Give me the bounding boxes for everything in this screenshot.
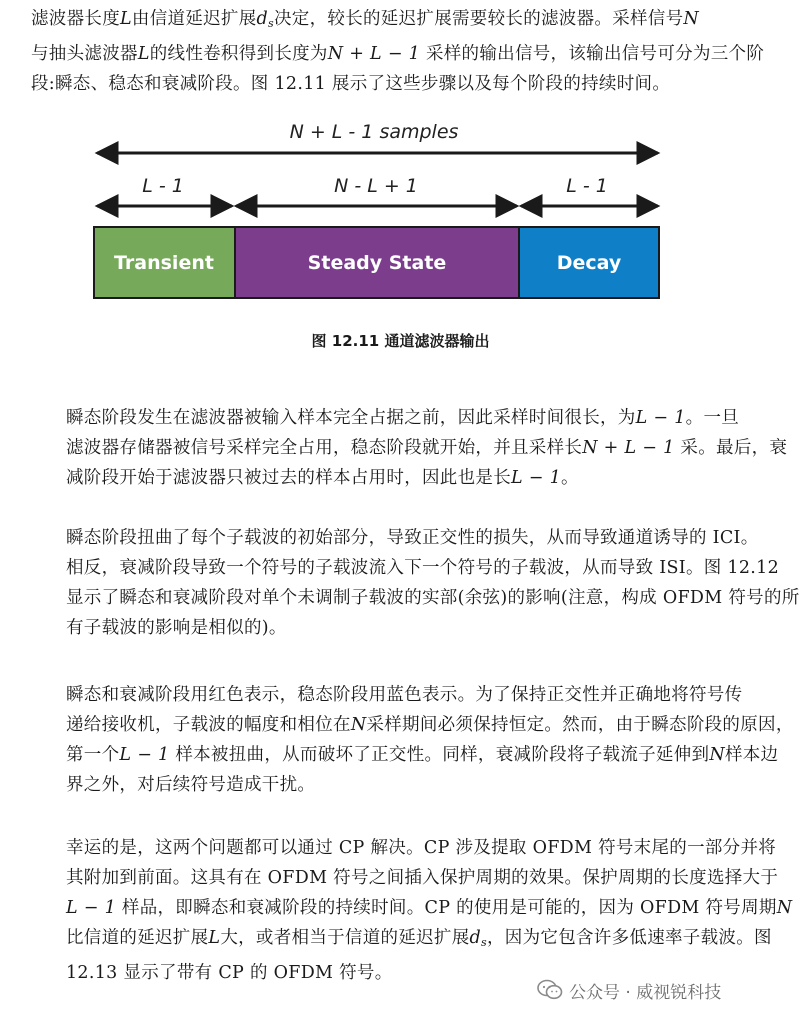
text-run: 相反，衰减阶段导致一个符号的子载波流入下一个符号的子载波，从而导致 ISI。图 12.12 <box>66 558 780 578</box>
text-run: 样品，即瞬态和衰减阶段的持续时间。CP 的使用是可能的，因为 OFDM 符号周期 <box>116 898 777 918</box>
decay-span-label: L - 1 <box>566 175 608 197</box>
text-line <box>66 923 772 958</box>
text-run: 。一旦 <box>685 408 740 428</box>
math-symbol: L <box>137 44 150 64</box>
math-symbol: N <box>709 745 725 765</box>
text-run: 样本边 <box>724 745 779 765</box>
math-symbol: L − 1 <box>511 468 562 488</box>
text-run: 采样的输出信号，该输出信号可分为三个阶 <box>420 44 765 64</box>
math-symbol: N + L − 1 <box>582 438 675 458</box>
math-subscript: s <box>268 17 274 30</box>
math-symbol: L − 1 <box>66 898 117 918</box>
text-run: 由信道延迟扩展 <box>131 9 257 29</box>
text-run: 瞬态阶段发生在滤波器被输入样本完全占据之前，因此采样时间很长，为 <box>66 408 636 428</box>
text-line <box>66 583 800 613</box>
steady-span-label: N - L + 1 <box>334 175 418 197</box>
math-subscript: s <box>481 936 487 949</box>
filter-output-diagram <box>90 118 665 308</box>
text-run: 与抽头滤波器 <box>31 44 138 64</box>
text-run: 滤波器长度 <box>31 9 120 29</box>
math-symbol: N <box>776 898 793 918</box>
math-symbol: N <box>683 9 700 29</box>
text-line <box>66 833 777 863</box>
math-symbol: L − 1 <box>119 745 170 765</box>
decay-label: Decay <box>556 252 622 274</box>
text-run: 界之外，对后续符号造成干扰。 <box>66 775 316 795</box>
text-line <box>66 863 779 893</box>
total-samples-label: N + L - 1 samples <box>289 121 459 143</box>
text-line <box>31 4 731 39</box>
paragraph-ici-isi <box>31 523 800 643</box>
text-run: 递给接收机，子载波的幅度和相位在 <box>66 715 351 735</box>
paragraph-orthogonality <box>31 680 794 800</box>
text-line <box>66 463 731 493</box>
text-line <box>66 553 780 583</box>
text-line <box>66 770 731 800</box>
text-line <box>66 433 788 463</box>
math-symbol: d <box>256 9 269 29</box>
paragraph-filter-length <box>31 4 765 99</box>
text-line <box>66 523 759 553</box>
text-run: 采样期间必须保持恒定。然而，由于瞬态阶段的原因， <box>366 715 794 735</box>
text-line <box>66 613 731 643</box>
text-run: 第一个 <box>66 745 120 765</box>
text-run: 瞬态阶段扭曲了每个子载波的初始部分，导致正交性的损失，从而导致通道诱导的 ICI。 <box>66 528 759 548</box>
text-run: 显示了瞬态和衰减阶段对单个未调制子载波的实部(余弦)的影响(注意，构成 OFDM 符号的所 <box>66 588 800 608</box>
text-run: 减阶段开始于滤波器只被过去的样本占用时，因此也是长 <box>66 468 511 488</box>
text-run: 采。最后，衰 <box>674 438 788 458</box>
text-line <box>66 710 794 740</box>
transient-span-label: L - 1 <box>142 175 184 197</box>
text-line <box>66 740 779 770</box>
text-run: 样本被扭曲，从而破坏了正交性。同样，衰减阶段将子载流子延伸到 <box>169 745 710 765</box>
text-line <box>66 680 743 710</box>
text-run: ，因为它包含许多低速率子载波。图 <box>487 928 772 948</box>
text-line <box>31 69 731 99</box>
math-symbol: L − 1 <box>635 408 686 428</box>
paragraph-transient <box>31 403 788 493</box>
text-run: 段:瞬态、稳态和衰减阶段。图 12.11 展示了这些步骤以及每个阶段的持续时间。 <box>31 74 671 94</box>
math-symbol: d <box>469 928 482 948</box>
math-symbol: L <box>208 928 221 948</box>
math-symbol: L <box>120 9 132 29</box>
text-run: 决定，较长的延迟扩展需要较长的滤波器。采样信号 <box>274 9 684 29</box>
text-run: 有子载波的影响是相似的)。 <box>66 618 287 638</box>
text-run: 12.13 显示了带有 CP 的 OFDM 符号。 <box>66 963 393 983</box>
text-line <box>31 39 765 69</box>
text-run: 幸运的是，这两个问题都可以通过 CP 解决。CP 涉及提取 OFDM 符号末尾的一部分并将 <box>66 838 777 858</box>
text-run: 比信道的延迟扩展 <box>66 928 209 948</box>
math-symbol: N + L − 1 <box>327 44 421 64</box>
text-line <box>66 893 793 923</box>
watermark <box>537 975 787 1005</box>
text-run: 滤波器存储器被信号采样完全占用，稳态阶段就开始，并且采样长 <box>66 438 583 458</box>
math-symbol: N <box>350 715 367 735</box>
transient-label: Transient <box>114 252 214 274</box>
text-run: 瞬态和衰减阶段用红色表示，稳态阶段用蓝色表示。为了保持正交性并正确地将符号传 <box>66 685 743 705</box>
wechat-icon <box>537 979 563 1001</box>
watermark-text: 公众号 · 威视锐科技 <box>569 982 722 1003</box>
text-run: 其附加到前面。这具有在 OFDM 符号之间插入保护周期的效果。保护周期的长度选择大于 <box>66 868 779 888</box>
text-run: 大，或者相当于信道的延迟扩展 <box>220 928 470 948</box>
figure-caption: 图 12.11 通道滤波器输出 <box>311 332 490 350</box>
text-run: 的线性卷积得到长度为 <box>149 44 328 64</box>
paragraph-cyclic-prefix <box>31 833 793 988</box>
text-line <box>66 403 740 433</box>
text-run: 。 <box>561 468 579 488</box>
steady-state-label: Steady State <box>307 252 447 274</box>
